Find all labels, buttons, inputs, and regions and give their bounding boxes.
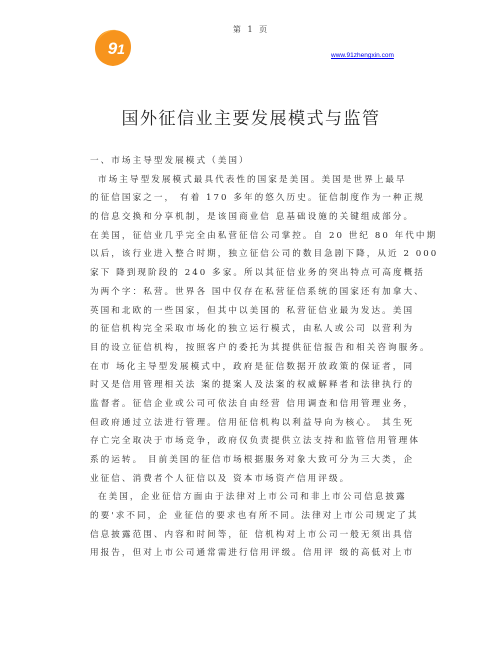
paragraph-line: 为两个字：私营。世界各 国中仅存在私营征信系统的国家还有加拿大、: [90, 286, 425, 297]
svg-text:9: 9: [107, 39, 118, 58]
section-heading: 一、市场主导型发展模式（美国）: [90, 156, 250, 166]
document-body: [90, 152, 439, 563]
paragraph-line: 市场主导型发展模式最具代表性的国家是美国。美国是世界上最早: [98, 174, 407, 185]
paragraph-line: 家下 降到现阶段的 240 多家。所以其征信业务的突出特点可高度概括: [90, 268, 425, 279]
paragraph-line: 存亡完全取决于市场竞争，政府仅负责提供立法支持和监管信用管理体: [90, 436, 420, 447]
paragraph-line: 在美国，征信业几乎完全由私营征信公司掌控。自 20 世纪 80 年代中期: [90, 230, 438, 241]
paragraph-line: 的征信机构完全采取市场化的独立运行模式，由私人或公司 以营利为: [90, 324, 415, 335]
paragraph-line: 的征信国家之一， 有着 170 多年的悠久历史。征信制度作为一种正规: [90, 193, 425, 204]
site-url-link[interactable]: www.91zhengxin.com: [331, 52, 394, 59]
paragraph-line: 以后，该行业进入整合时期，独立征信公司的数目急剧下降，从近 2 000: [90, 249, 439, 260]
paragraph-line: 监督者。征信企业或公司可依法自由经营 信用调查和信用管理业务，: [90, 398, 415, 409]
page-number: 第 1 页: [232, 25, 270, 34]
document-title: 国外征信业主要发展模式与监管: [121, 109, 381, 129]
91zhengxin-logo[interactable]: [92, 27, 134, 69]
svg-text:1: 1: [117, 41, 125, 57]
paragraph-line: 的要'求不同，企 业征信的要求也有所不同。法律对上市公司规定了其: [90, 511, 419, 522]
paragraph-line: 用报告，但对上市公司通常需进行信用评级。信用评 级的高低对上市: [90, 548, 415, 559]
paragraph-line: 信息披露范围、内容和时间等，征 信机构对上市公司一般无须出具信: [90, 529, 415, 540]
paragraph-line: 系的运转。 目前美国的征信市场根据服务对象大致可分为三大类，企: [90, 455, 415, 465]
paragraph-line: 时又是信用管理相关法 案的提案人及法案的权威解释者和法律执行的: [90, 380, 415, 391]
paragraph-line: 的信息交换和分享机制，是该国商业信 息基础设施的关键组成部分。: [90, 212, 415, 223]
paragraph-line: 英国和北欧的一些国家，但其中以美国的 私营征信业最为发达。美国: [90, 305, 415, 316]
paragraph-line: 目的设立征信机构，按照客户的委托为其提供征信报告和相关咨询服务。: [90, 342, 431, 353]
paragraph-line: 但政府通过立法进行管理。信用征信机构以利益导向为核心。 其生死: [90, 417, 415, 428]
paragraph-line: 业征信、消费者个人征信以及 资本市场资产信用评级。: [90, 473, 351, 484]
paragraph-line: 在美国，企业征信方面由于法律对上市公司和非上市公司信息披露: [98, 492, 407, 503]
paragraph-line: 在市 场化主导型发展模式中，政府是征信数据开放政策的保证者，同: [90, 361, 415, 372]
